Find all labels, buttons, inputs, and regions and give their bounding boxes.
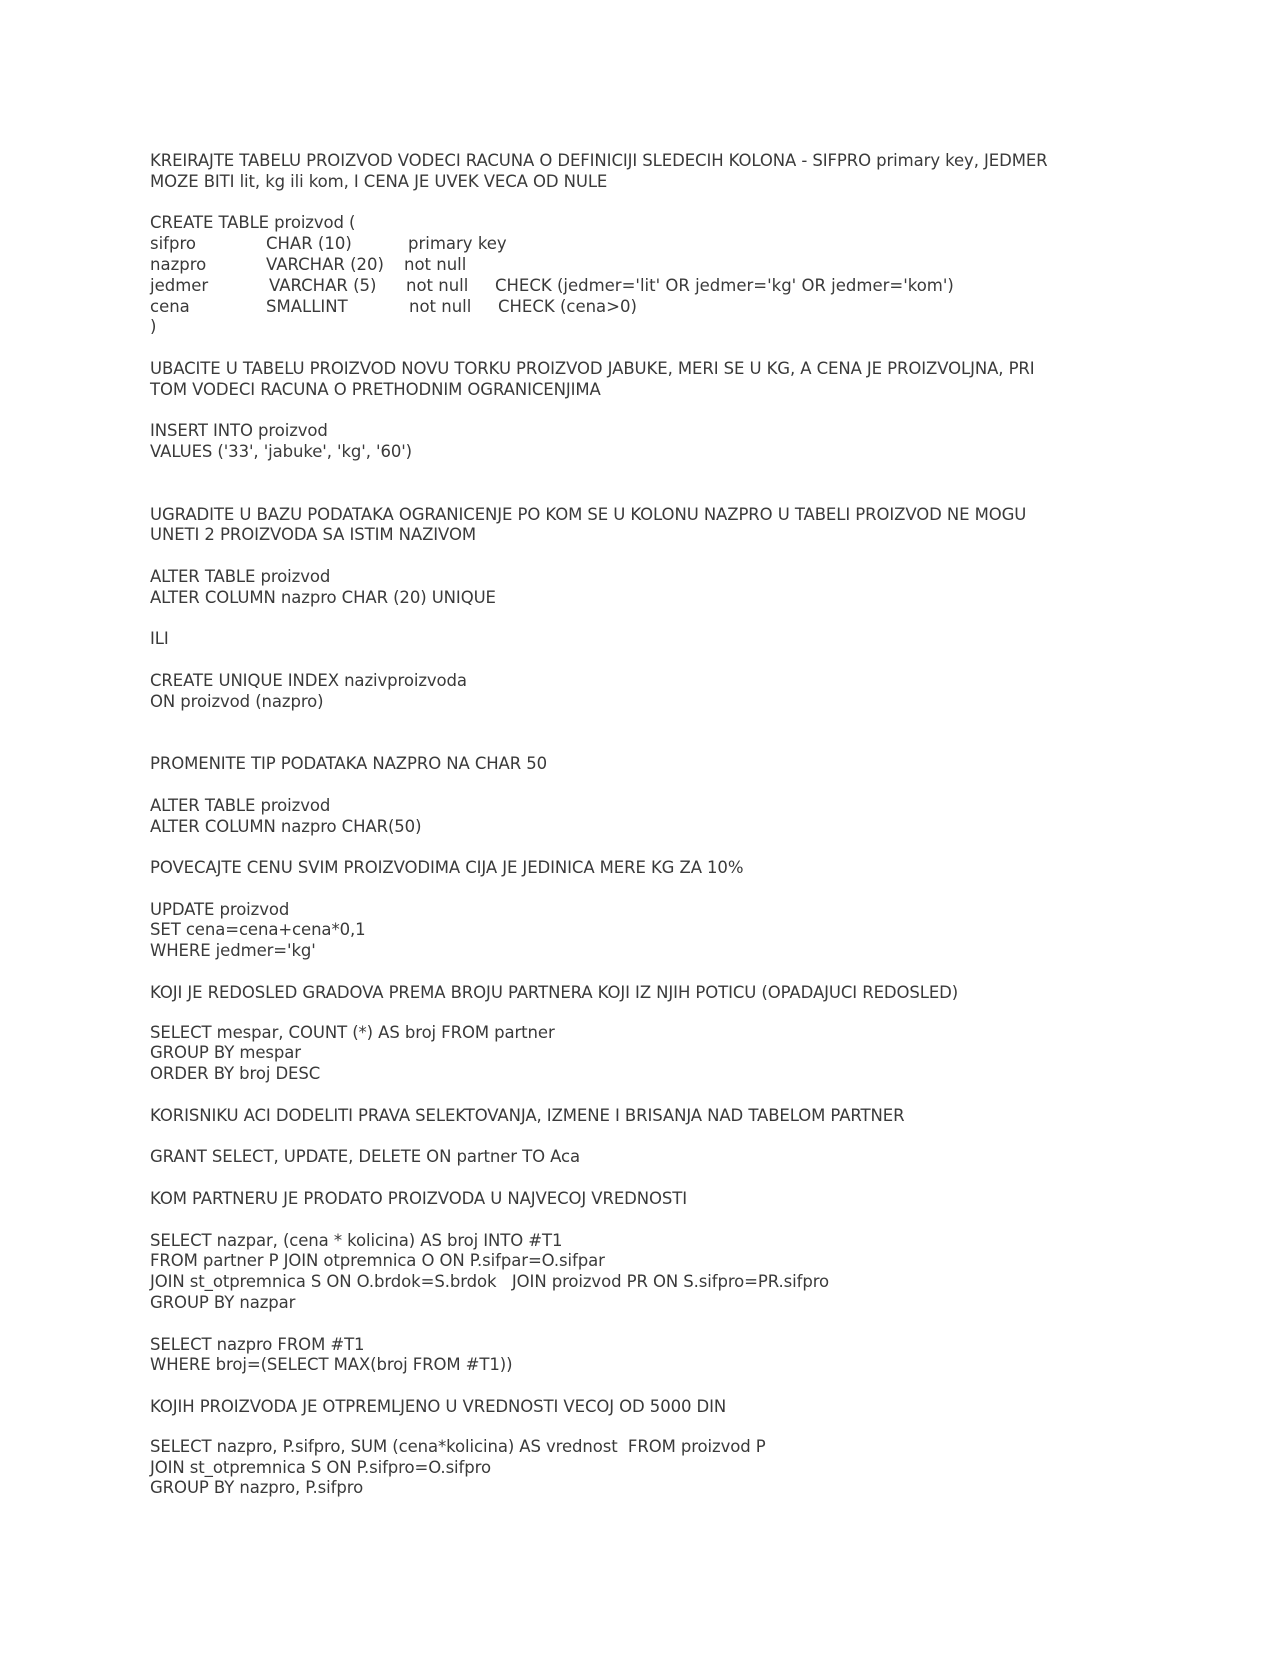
sql-line: FROM partner P JOIN otpremnica O ON P.sifpar=O.sifpar — [150, 1251, 605, 1271]
task-text: KREIRAJTE TABELU PROIZVOD VODECI RACUNA O DEFINICIJI SLEDECIH KOLONA - SIFPRO primary key, JEDMER — [150, 151, 1048, 170]
column-type: SMALLINT — [266, 296, 348, 316]
sql-line: ALTER TABLE proizvod — [150, 795, 331, 815]
sql-line: ALTER COLUMN nazpro CHAR (20) UNIQUE — [150, 587, 496, 607]
sql-line: SELECT nazpro, P.sifpro, SUM (cena*kolicina) AS vrednost FROM proizvod P — [150, 1436, 766, 1456]
sql-line: GROUP BY nazpro, P.sifpro — [150, 1478, 364, 1498]
column-constraint: primary key — [408, 234, 507, 254]
column-type: CHAR (10) — [266, 234, 352, 254]
task-text: POVECAJTE CENU SVIM PROIZVODIMA CIJA JE JEDINICA MERE KG ZA 10% — [150, 858, 744, 878]
sql-line: WHERE broj=(SELECT MAX(broj FROM #T1)) — [150, 1355, 513, 1375]
column-type: VARCHAR (5) — [269, 275, 377, 295]
column-definition-row — [150, 276, 1150, 297]
task-text: TOM VODECI RACUNA O PRETHODNIM OGRANICENJIMA — [150, 379, 601, 399]
column-constraint: not null — [406, 275, 469, 295]
or-text: ILI — [150, 629, 169, 649]
sql-line: GROUP BY mespar — [150, 1043, 301, 1063]
column-definition-row — [150, 297, 1150, 318]
column-type: VARCHAR (20) — [266, 254, 384, 274]
task-text: UNETI 2 PROIZVODA SA ISTIM NAZIVOM — [150, 525, 476, 545]
task-text: KOM PARTNERU JE PRODATO PROIZVODA U NAJVECOJ VREDNOSTI — [150, 1189, 688, 1209]
task-text: MOZE BITI lit, kg ili kom, I CENA JE UVEK VECA OD NULE — [150, 171, 608, 191]
sql-line: GRANT SELECT, UPDATE, DELETE ON partner TO Aca — [150, 1147, 581, 1167]
document-content — [150, 151, 1150, 1499]
column-name: cena — [150, 296, 190, 316]
column-constraint: not null — [404, 254, 467, 274]
sql-line: CREATE TABLE proizvod ( — [150, 213, 356, 233]
column-check: CHECK (cena>0) — [498, 296, 637, 316]
column-definition-row — [150, 234, 1150, 255]
sql-line: SELECT nazpro FROM #T1 — [150, 1334, 365, 1354]
sql-line: JOIN st_otpremnica S ON O.brdok=S.brdok JOIN proizvod PR ON S.sifpro=PR.sifpro — [150, 1272, 830, 1292]
task-text: KOJI JE REDOSLED GRADOVA PREMA BROJU PARTNERA KOJI IZ NJIH POTICU (OPADAJUCI REDOSLED) — [150, 982, 959, 1002]
sql-line: SELECT nazpar, (cena * kolicina) AS broj INTO #T1 — [150, 1230, 563, 1250]
task-text: PROMENITE TIP PODATAKA NAZPRO NA CHAR 50 — [150, 754, 548, 774]
sql-line: SET cena=cena+cena*0,1 — [150, 920, 366, 940]
sql-line: CREATE UNIQUE INDEX nazivproizvoda — [150, 670, 467, 690]
sql-line: GROUP BY nazpar — [150, 1293, 296, 1313]
task-text: KOJIH PROIZVODA JE OTPREMLJENO U VREDNOSTI VECOJ OD 5000 DIN — [150, 1397, 727, 1417]
sql-line: ALTER TABLE proizvod — [150, 566, 331, 586]
sql-line: UPDATE proizvod — [150, 899, 290, 919]
task-text: KORISNIKU ACI DODELITI PRAVA SELEKTOVANJA, IZMENE I BRISANJA NAD TABELOM PARTNER — [150, 1105, 905, 1125]
sql-line: ) — [150, 317, 157, 337]
sql-line: WHERE jedmer='kg' — [150, 941, 316, 961]
column-name: jedmer — [150, 275, 209, 295]
task-text: UBACITE U TABELU PROIZVOD NOVU TORKU PROIZVOD JABUKE, MERI SE U KG, A CENA JE PROIZVOLJNA, PRI — [150, 358, 1035, 378]
sql-line: INSERT INTO proizvod — [150, 421, 328, 441]
column-name: sifpro — [150, 234, 196, 254]
column-name: nazpro — [150, 254, 207, 274]
task-text: UGRADITE U BAZU PODATAKA OGRANICENJE PO KOM SE U KOLONU NAZPRO U TABELI PROIZVOD NE MOGU — [150, 504, 1027, 524]
sql-line: ON proizvod (nazpro) — [150, 691, 324, 711]
column-check: CHECK (jedmer='lit' OR jedmer='kg' OR jedmer='kom') — [495, 275, 954, 295]
sql-line: JOIN st_otpremnica S ON P.sifpro=O.sifpro — [150, 1457, 491, 1477]
sql-line: ALTER COLUMN nazpro CHAR(50) — [150, 816, 422, 836]
sql-line: VALUES ('33', 'jabuke', 'kg', '60') — [150, 442, 413, 462]
column-constraint: not null — [409, 296, 472, 316]
sql-line: ORDER BY broj DESC — [150, 1064, 321, 1084]
sql-line: SELECT mespar, COUNT (*) AS broj FROM partner — [150, 1022, 555, 1042]
column-definition-row — [150, 255, 1150, 276]
